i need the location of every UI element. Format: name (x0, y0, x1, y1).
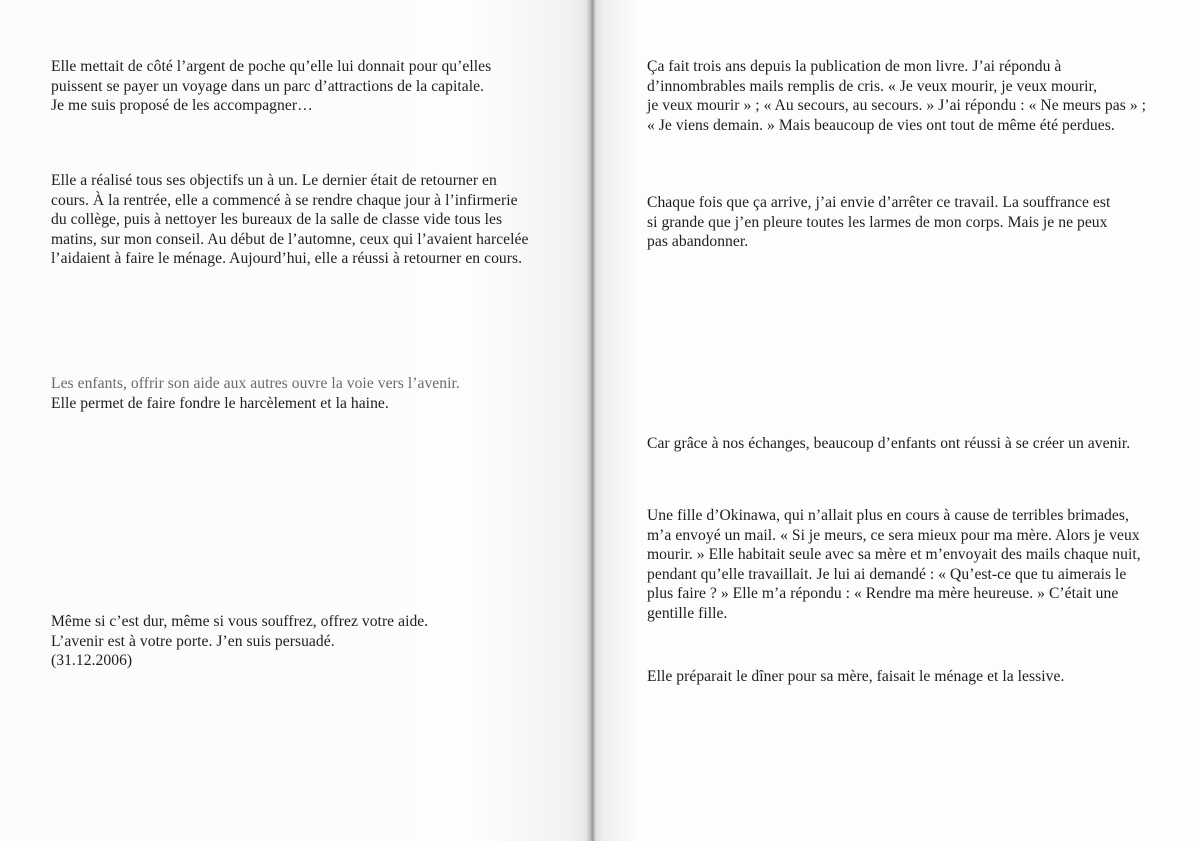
left-page (0, 0, 592, 841)
right-paragraph-1: Ça fait trois ans depuis la publication de mon livre. J’ai répondu à d’innombrables mails remplis de cris. « Je veux mourir, je veux mourir, je veux mourir » ; « Au secours, au secours. » J’ai répondu : « Ne meurs pas » ; « Je viens demain. » Mais beaucoup de vies ont tout de même été perdues. (647, 58, 1146, 134)
left-paragraph-1: Elle mettait de côté l’argent de poche qu’elle lui donnait pour qu’elles puissent se payer un voyage dans un parc d’attractions de la capitale. Je me suis proposé de les accompagner… (51, 58, 492, 115)
right-paragraph-4: Une fille d’Okinawa, qui n’allait plus en cours à cause de terribles brimades, m’a envoyé un mail. « Si je meurs, ce sera mieux pour ma mère. Alors je veux mourir. » Elle habitait seule avec sa mère et m’envoyait des mails chaque nuit, pendant qu’elle travaillait. Je lui ai demandé : « Qu’est-ce que tu aimerais le plus faire ? » Elle m’a répondu : « Rendre ma mère heureuse. » C’était une gentille fille. (647, 507, 1141, 622)
right-page (592, 0, 1200, 841)
left-paragraph-3: Les enfants, offrir son aide aux autres ouvre la voie vers l’avenir. (51, 375, 460, 392)
left-paragraph-5: Même si c’est dur, même si vous souffrez, offrez votre aide. L’avenir est à votre porte. J’en suis persuadé. (31.12.2006) (51, 613, 429, 670)
right-paragraph-3: Car grâce à nos échanges, beaucoup d’enfants ont réussi à se créer un avenir. (647, 435, 1131, 452)
right-paragraph-5: Elle préparait le dîner pour sa mère, faisait le ménage et la lessive. (647, 668, 1065, 685)
left-paragraph-4: Elle permet de faire fondre le harcèlement et la haine. (51, 395, 389, 412)
left-paragraph-2: Elle a réalisé tous ses objectifs un à un. Le dernier était de retourner en cours. À la rentrée, elle a commencé à se rendre chaque jour à l’infirmerie du collège, puis à nettoyer les bureaux de la salle de classe vide tous les matins, sur mon conseil. Au début de l’automne, ceux qui l’avaient harcelée l’aidaient à faire le ménage. Aujourd’hui, elle a réussi à retourner en cours. (51, 172, 529, 268)
right-paragraph-2: Chaque fois que ça arrive, j’ai envie d’arrêter ce travail. La souffrance est si grande que j’en pleure toutes les larmes de mon corps. Mais je ne peux pas abandonner. (647, 194, 1111, 251)
book-spine-gutter (586, 0, 596, 841)
